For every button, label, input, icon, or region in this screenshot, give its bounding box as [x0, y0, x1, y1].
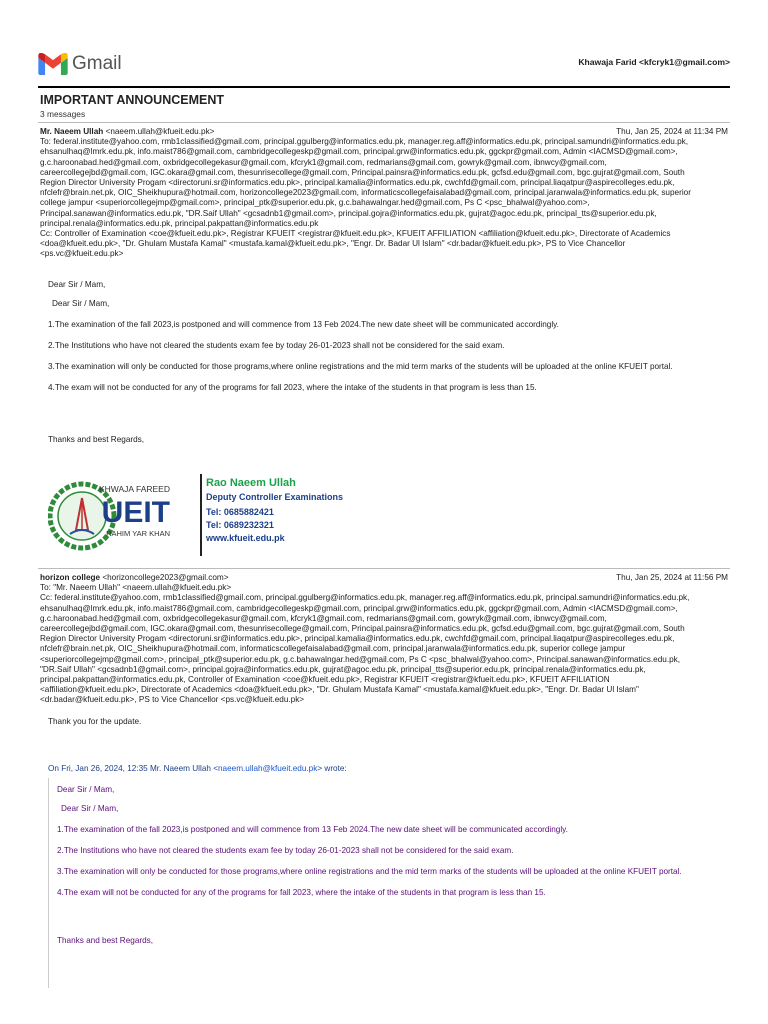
recipient-line: Cc: federal.institute@yahoo.com, rmb1classified@gmail.com, principal.ggulberg@informatics.edu.pk, manager.reg.aff@informatics.edu.pk, principal.samundri@informatics.edu.pk,: [40, 593, 690, 603]
greeting: Dear Sir / Mam,: [57, 785, 115, 794]
greeting: Dear Sir / Mam,: [52, 299, 110, 308]
signature-divider: [200, 474, 202, 556]
recipient-line: <ps.vc@kfueit.edu.pk>: [40, 249, 124, 259]
message-1-header: [40, 127, 728, 260]
message-count: 3 messages: [40, 109, 86, 119]
thread-subject: IMPORTANT ANNOUNCEMENT: [40, 93, 225, 107]
greeting: Dear Sir / Mam,: [61, 804, 119, 813]
recipient-line: To: federal.institute@yahoo.com, rmb1classified@gmail.com, principal.ggulberg@informatics.edu.pk, manager.reg.aff@informatics.edu.pk, principal.samundri@informatics.edu.pk,: [40, 137, 689, 147]
recipient-line: <superiorcollegejmp@gmail.com>, principal_ptk@superior.edu.pk, g.c.bahawalngar.hed@gmail.com, Ps C <psc_bhalwal@yahoo.com>, Principal.sanawan@informatics.edu.pk,: [40, 654, 681, 664]
point-1: 1.The examination of the fall 2023,is postponed and will commence from 13 Feb 2024.The new date sheet will be communicated accordingly.: [57, 825, 568, 834]
recipient-line: Principal.sanawan@informatics.edu.pk, "DR.Saif Ullah" <gcsadnb1@gmail.com>, principal.gojra@informatics.edu.pk, gujrat@agoc.edu.pk, principal_tts@superior.edu.pk,: [40, 208, 657, 218]
recipient-line: Region Director University Progam <directoruni.sr@informatics.edu.pk>, principal.kamalia@informatics.edu.pk, cwchfd@gmail.com, principal.liaqatpur@aspirecolleges.edu.pk,: [40, 178, 675, 188]
recipient-line: <affiliation@kfueit.edu.pk>, Directorate of Academics <doa@kfueit.edu.pk>, "Dr. Ghulam Mustafa Kamal" <mustafa.kamal@kfueit.edu.pk>, "Engr. Dr. Badar Ul Islam": [40, 685, 639, 695]
signature-website[interactable]: www.kfueit.edu.pk: [206, 533, 285, 543]
subject-divider: [38, 122, 730, 123]
reply-text: Thank you for the update.: [48, 717, 142, 726]
recipient-line: g.c.haroonabad.hed@gmail.com, oxbridgecollegekasur@gmail.com, kfcryk1@gmail.com, redmarians@gmail.com, gowryk@gmail.com, ibnwcy@gmail.com,: [40, 613, 607, 623]
app-name: Gmail: [72, 53, 122, 74]
message-date: Thu, Jan 25, 2024 at 11:56 PM: [616, 573, 728, 582]
message-date: Thu, Jan 25, 2024 at 11:34 PM: [616, 127, 728, 136]
point-4: 4.The exam will not be conducted for any of the programs for fall 2023, where the intake of the students in that program is less than 15.: [57, 888, 546, 897]
recipients-cc: [40, 593, 728, 705]
closing: Thanks and best Regards,: [48, 435, 145, 444]
sender-name: Mr. Naeem Ullah: [40, 127, 104, 136]
signature-tel-1: Tel: 0685882421: [206, 507, 274, 517]
message-2-header: [40, 573, 728, 706]
logo-main-text: UEIT: [101, 496, 170, 529]
gmail-logo: [38, 50, 138, 78]
closing: Thanks and best Regards,: [57, 936, 154, 945]
page-header: [38, 48, 730, 80]
recipients-cc: [40, 229, 728, 260]
account-label: Khawaja Farid <kfcryk1@gmail.com>: [578, 57, 730, 67]
recipient-line: careercollegejbd@gmail.com, IGC.okara@gmail.com, thesunrisecollege@gmail.com, Principal.painsra@informatics.edu.pk, gcfsd.edu@gmail.com, bgc.gujrat@gmail.com, South: [40, 167, 685, 177]
header-divider: [38, 86, 730, 88]
point-2: 2.The Institutions who have not cleared the students exam fee by today 26-01-2023 shall not be considered for the said exam.: [48, 341, 505, 350]
quoted-message: [57, 784, 682, 946]
point-2: 2.The Institutions who have not cleared the students exam fee by today 26-01-2023 shall not be considered for the said exam.: [57, 846, 514, 855]
message-divider: [38, 568, 730, 569]
recipient-line: <doa@kfueit.edu.pk>, "Dr. Ghulam Mustafa Kamal" <mustafa.kamal@kfueit.edu.pk>, "Engr. Dr. Badar Ul Islam" <dr.badar@kfueit.edu.pk>, PS to Vice Chancellor: [40, 239, 626, 249]
quote-attribution: On Fri, Jan 26, 2024, 12:35 Mr. Naeem Ullah <naeem.ullah@kfueit.edu.pk> wrote:: [48, 764, 347, 773]
logo-bottom-text: RAHIM YAR KHAN: [106, 529, 170, 538]
point-4: 4.The exam will not be conducted for any of the programs for fall 2023, where the intake of the students in that program is less than 15.: [48, 383, 537, 392]
message-2-from-line: [40, 573, 728, 583]
recipients-to: To: "Mr. Naeem Ullah" <naeem.ullah@kfueit.edu.pk>: [40, 583, 232, 593]
university-logo: [48, 476, 198, 554]
recipient-line: g.c.haroonabad.hed@gmail.com, oxbridgecollegekasur@gmail.com, kfcryk1@gmail.com, redmarians@gmail.com, gowryk@gmail.com, ibnwcy@gmail.com,: [40, 157, 607, 167]
recipient-line: college jampur <superiorcollegejmp@gmail.com>, principal_ptk@superior.edu.pk, g.c.bahawalngar.hed@gmail.com, Ps C <psc_bhalwal@yahoo.com>,: [40, 198, 590, 208]
recipient-line: careercollegejbd@gmail.com, IGC.okara@gmail.com, thesunrisecollege@gmail.com, Principal.painsra@informatics.edu.pk, gcfsd.edu@gmail.com, bgc.gujrat@gmail.com, South: [40, 624, 685, 634]
gmail-m-icon: [38, 53, 68, 75]
sender-email: <horizoncollege2023@gmail.com>: [102, 573, 229, 582]
email-signature: [48, 470, 358, 560]
sender-name: horizon college: [40, 573, 101, 582]
quote-bar: [48, 778, 49, 988]
recipient-line: principal.renala@informatics.edu.pk, principal.pakpattan@informatics.edu.pk: [40, 218, 319, 228]
point-3: 3.The examination will only be conducted for those programs,where online registrations and the mid term marks of the students will be uploaded at the online KFUEIT portal.: [57, 867, 682, 876]
recipient-line: principal.pakpattan@informatics.edu.pk, Controller of Examination <coe@kfueit.edu.pk>, Registrar KFUEIT <registrar@kfueit.edu.pk>, KFUEIT AFFILIATION: [40, 675, 610, 685]
signature-details: [206, 476, 343, 545]
recipient-line: Cc: Controller of Examination <coe@kfueit.edu.pk>, Registrar KFUEIT <registrar@kfueit.edu.pk>, KFUEIT AFFILIATION <affiliation@kfueit.edu.pk>, Directorate of Academics: [40, 229, 671, 239]
recipient-line: nfclefr@brain.net.pk, OIC_Sheikhupura@hotmail.com, horizoncollege2023@gmail.com, informaticscollegefaisalabad@gmail.com, principal.jaranwala@informatics.edu.pk, superior: [40, 188, 691, 198]
recipient-line: "DR.Saif Ullah" <gcsadnb1@gmail.com>, principal.gojra@informatics.edu.pk, gujrat@agoc.edu.pk, principal_tts@superior.edu.pk, principal.renala@informatics.edu.pk,: [40, 664, 646, 674]
signature-name: Rao Naeem Ullah: [206, 477, 296, 489]
point-1: 1.The examination of the fall 2023,is postponed and will commence from 13 Feb 2024.The new date sheet will be communicated accordingly.: [48, 320, 559, 329]
sender-email: <naeem.ullah@kfueit.edu.pk>: [105, 127, 215, 136]
recipient-line: ehsanulhaq@lmrk.edu.pk, info.maist786@gmail.com, cambridgecollegeskp@gmail.com, principal.grw@informatics.edu.pk, ggckpr@gmail.com, Admin <IACMSD@gmail.com>,: [40, 147, 678, 157]
signature-tel-2: Tel: 0689232321: [206, 520, 274, 530]
signature-title: Deputy Controller Examinations: [206, 492, 344, 502]
quote-email-link[interactable]: naeem.ullah@kfueit.edu.pk: [217, 764, 318, 773]
logo-top-text: KHWAJA FAREED: [98, 484, 170, 494]
message-1-body: [48, 279, 673, 445]
recipient-line: <dr.badar@kfueit.edu.pk>, PS to Vice Chancellor <ps.vc@kfueit.edu.pk>: [40, 695, 305, 705]
greeting: Dear Sir / Mam,: [48, 280, 106, 289]
message-1-from-line: [40, 127, 728, 137]
recipient-line: ehsanulhaq@lmrk.edu.pk, info.maist786@gmail.com, cambridgecollegeskp@gmail.com, principal.grw@informatics.edu.pk, ggckpr@gmail.com, Admin <IACMSD@gmail.com>,: [40, 603, 678, 613]
recipient-line: nfclefr@brain.net.pk, OIC_Sheikhupura@hotmail.com, informaticscollegefaisalabad@gmail.com, principal.jaranwala@informatics.edu.pk, superior college jampur: [40, 644, 626, 654]
recipient-line: Region Director University Progam <directoruni.sr@informatics.edu.pk>, principal.kamalia@informatics.edu.pk, cwchfd@gmail.com, principal.liaqatpur@aspirecolleges.edu.pk,: [40, 634, 675, 644]
recipients-to: [40, 137, 728, 229]
point-3: 3.The examination will only be conducted for those programs,where online registrations and the mid term marks of the students will be uploaded at the online KFUEIT portal.: [48, 362, 673, 371]
